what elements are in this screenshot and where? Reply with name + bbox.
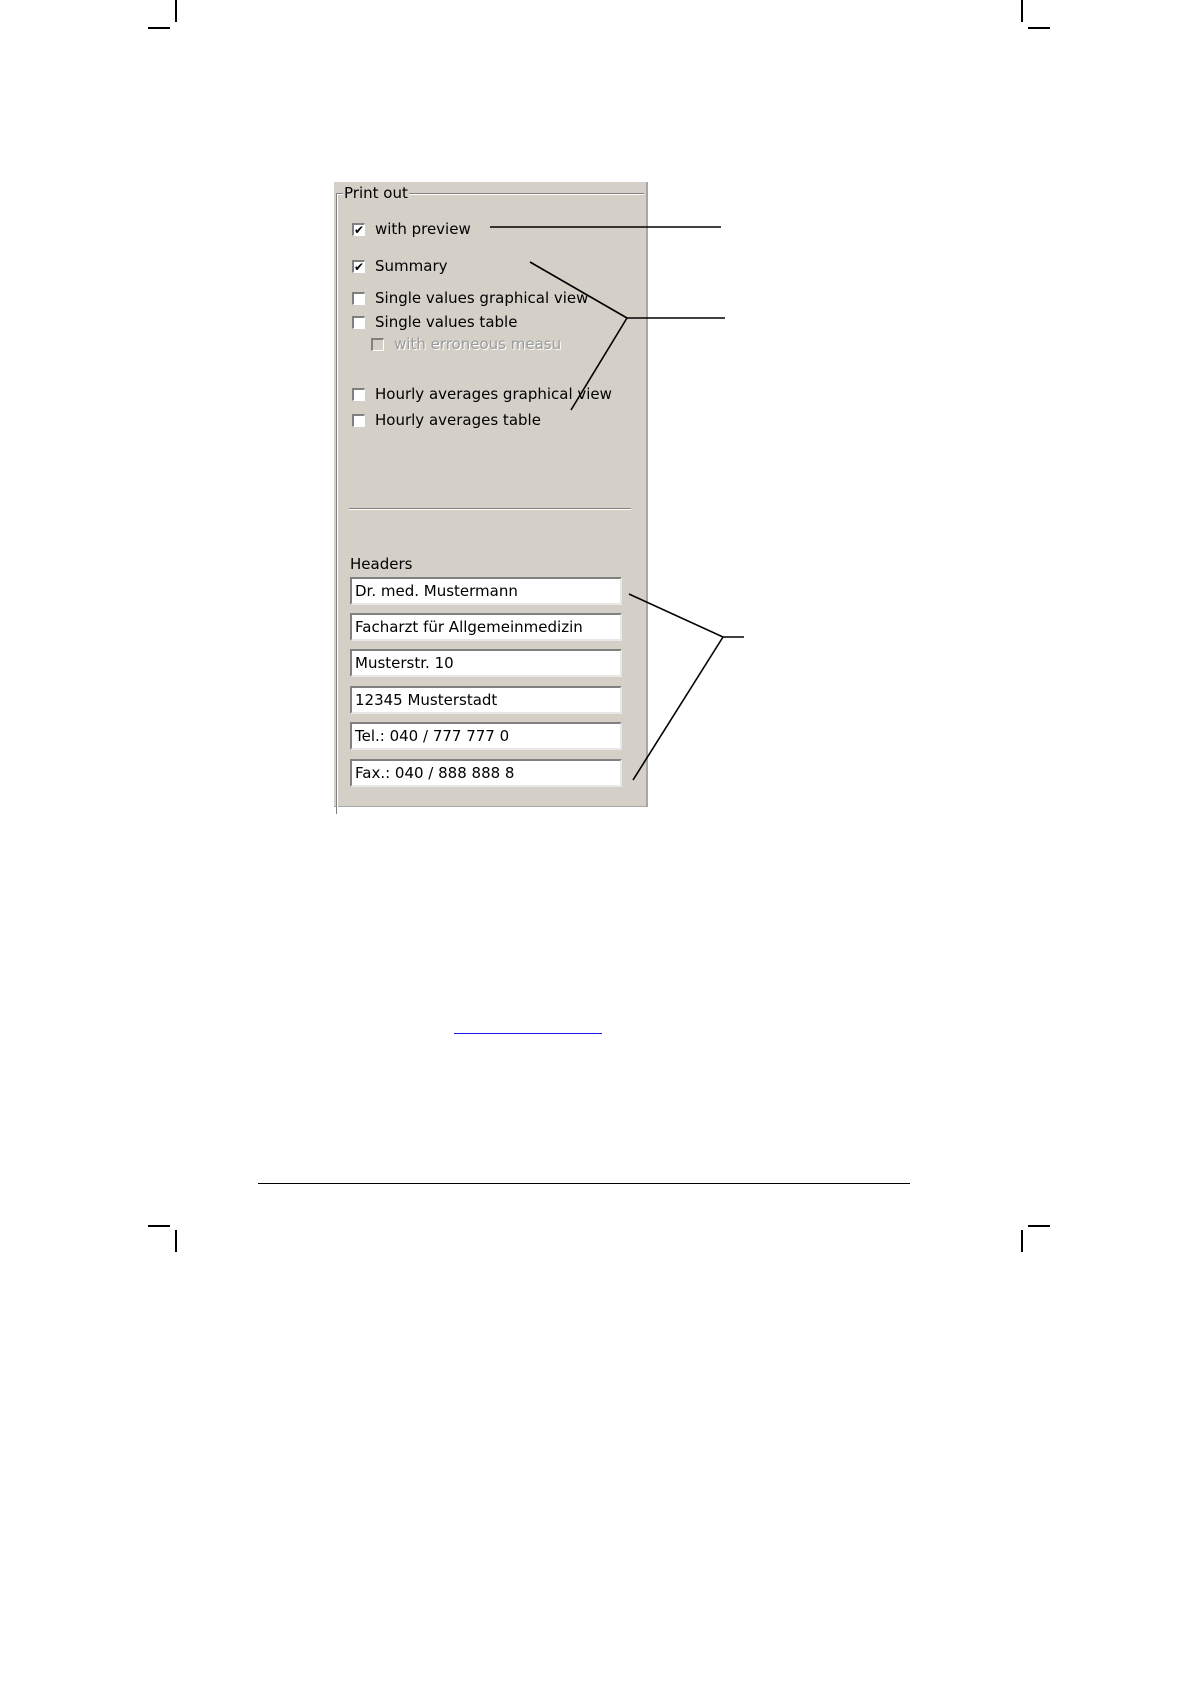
header-line-4-field[interactable]: 12345 Musterstadt (350, 686, 622, 714)
callout-headers-line-lower (633, 637, 723, 780)
callout-options-line-upper (530, 262, 627, 318)
header-line-5-field[interactable]: Tel.: 040 / 777 777 0 (350, 722, 622, 750)
header-line-1-field[interactable]: Dr. med. Mustermann (350, 577, 622, 605)
header-line-3-field[interactable]: Musterstr. 10 (350, 649, 622, 677)
summary-checkbox[interactable]: ✔ (354, 259, 365, 273)
callout-headers-line-upper (629, 594, 723, 637)
with-preview-label: with preview (375, 220, 471, 238)
print-out-group-title: Print out (344, 184, 408, 202)
header-line-6-field[interactable]: Fax.: 040 / 888 888 8 (350, 759, 622, 787)
headers-label: Headers (350, 555, 413, 573)
summary-label: Summary (375, 257, 448, 275)
footer-rule (258, 1183, 910, 1184)
header-line-2-field[interactable]: Facharzt für Allgemeinmedizin (350, 613, 622, 641)
hyperlink-underline[interactable] (454, 1033, 602, 1034)
with-preview-checkbox[interactable]: ✔ (354, 222, 365, 236)
callout-options-line-lower (571, 318, 627, 410)
single-values-table-label: Single values table (375, 313, 518, 331)
hourly-averages-graphical-label: Hourly averages graphical view (375, 385, 612, 403)
erroneous-measurements-label: with erroneous measu (394, 335, 562, 353)
single-values-graphical-label: Single values graphical view (375, 289, 589, 307)
hourly-averages-table-label: Hourly averages table (375, 411, 541, 429)
